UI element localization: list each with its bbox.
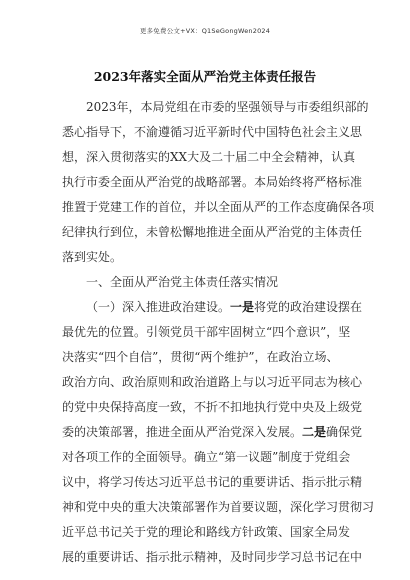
paragraph-line: 最优先的位置。引领党员干部牢固树立“四个意识”，坚 xyxy=(62,325,351,339)
emphasis-label: 二是 xyxy=(302,425,327,439)
paragraph-line: 政治方向、政治原则和政治道路上与以习近平同志为核心 xyxy=(62,375,363,389)
paragraph-line: 想，深入贯彻落实的XX大及二十届二中全会精神，认真 xyxy=(62,150,356,164)
subsection-line xyxy=(86,300,362,314)
paragraph-line: 推置于党建工作的首位，并以全面从严的工作态度确保各项 xyxy=(62,200,375,214)
paragraph-line: 的党中央保持高度一致，不折不扣地执行党中央及上级党 xyxy=(62,400,363,414)
section-heading: 一、全面从严治党主体责任落实情况 xyxy=(86,275,279,289)
paragraph-line: 2023年，本局党组在市委的坚强领导与市委组织部的 xyxy=(86,100,369,114)
paragraph-line: 对各项工作的全面领导。确立“第一议题”制度于党组会 xyxy=(62,450,351,464)
paragraph-line xyxy=(62,425,362,439)
paragraph-line: 神和党中央的重大决策部署作为首要议题，深化学习贯彻习 xyxy=(62,500,375,514)
paragraph-line: 议中，将学习传达习近平总书记的重要讲话、指示批示精 xyxy=(62,475,363,489)
paragraph-line: 纪律执行到位，未曾松懈地推进全面从严治党的主体责任 xyxy=(62,225,363,239)
document-title: 2023年落实全面从严治党主体责任报告 xyxy=(93,69,317,84)
paragraph-line: 悉心指导下，不渝遵循习近平新时代中国特色社会主义思 xyxy=(62,125,363,139)
emphasis-text: 将党的政治建设摆在 xyxy=(254,300,363,314)
paragraph-line: 近平总书记关于党的理论和路线方针政策、国家全局发 xyxy=(62,525,351,539)
paragraph-line: 执行市委全面从严治党的战略部署。本局始终将严格标准 xyxy=(62,175,363,189)
subsection-heading: （一）深入推进政治建设。 xyxy=(86,300,231,314)
paragraph-line: 展的重要讲话、指示批示精神，及时同步学习总书记在中 xyxy=(62,550,363,564)
line-text: 委的决策部署，推进全面从严治党深入发展。 xyxy=(62,425,303,439)
paragraph-line: 落到实处。 xyxy=(62,250,123,264)
emphasis-text: 确保党 xyxy=(326,425,363,439)
paragraph-line: 决落实“四个自信”，贯彻“两个维护”，在政治立场、 xyxy=(62,350,339,364)
header-note: 更多免费公文+VX：Q1SeGongWen2024 xyxy=(139,27,271,35)
emphasis-label: 一是 xyxy=(230,300,255,314)
